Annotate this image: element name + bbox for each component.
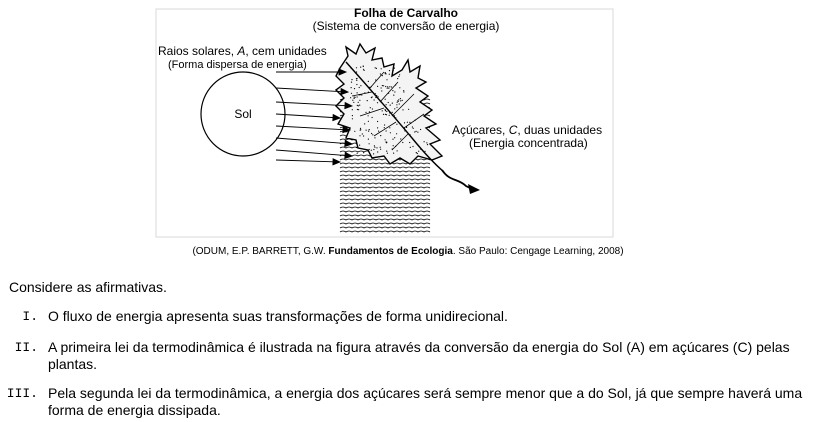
rays-sublabel: (Forma dispersa de energia) xyxy=(168,59,307,71)
sugars-label: Açúcares, C, duas unidades xyxy=(452,123,603,137)
solar-rays xyxy=(276,69,352,165)
caption-book-title: Fundamentos de Ecologia xyxy=(328,246,453,257)
intro-text: Considere as afirmativas. xyxy=(9,279,167,295)
figure-title: Folha de Carvalho xyxy=(353,6,459,20)
statement-text: O fluxo de energia apresenta suas transformações de forma unidirecional. xyxy=(48,308,508,324)
sugar-output-arrow xyxy=(442,170,480,194)
statement-numeral: III. xyxy=(6,386,38,401)
sugars-sublabel: (Energia concentrada) xyxy=(469,136,588,150)
statement-numeral: I. xyxy=(22,309,38,324)
statement-text: Pela segunda lei da termodinâmica, a energia dos açúcares será sempre menor que a do Sol, já que sempre haverá uma forma de energia dissipada. xyxy=(48,385,803,418)
statement-numeral: II. xyxy=(14,340,38,355)
caption-publisher: . São Paulo: Cengage Learning, 2008) xyxy=(452,246,624,257)
oak-leaf xyxy=(336,44,444,172)
figure-caption xyxy=(0,246,816,257)
rays-label: Raios solares, A, cem unidades xyxy=(158,44,327,58)
caption-authors: (ODUM, E.P. BARRETT, G.W. xyxy=(192,246,329,257)
statement-text: A primeira lei da termodinâmica é ilustrada na figura através da conversão da energia do Sol (A) em açúcares (C) pelas plantas. xyxy=(48,339,790,372)
sun-label: Sol xyxy=(234,107,252,121)
figure-subtitle: (Sistema de conversão de energia) xyxy=(312,19,500,33)
